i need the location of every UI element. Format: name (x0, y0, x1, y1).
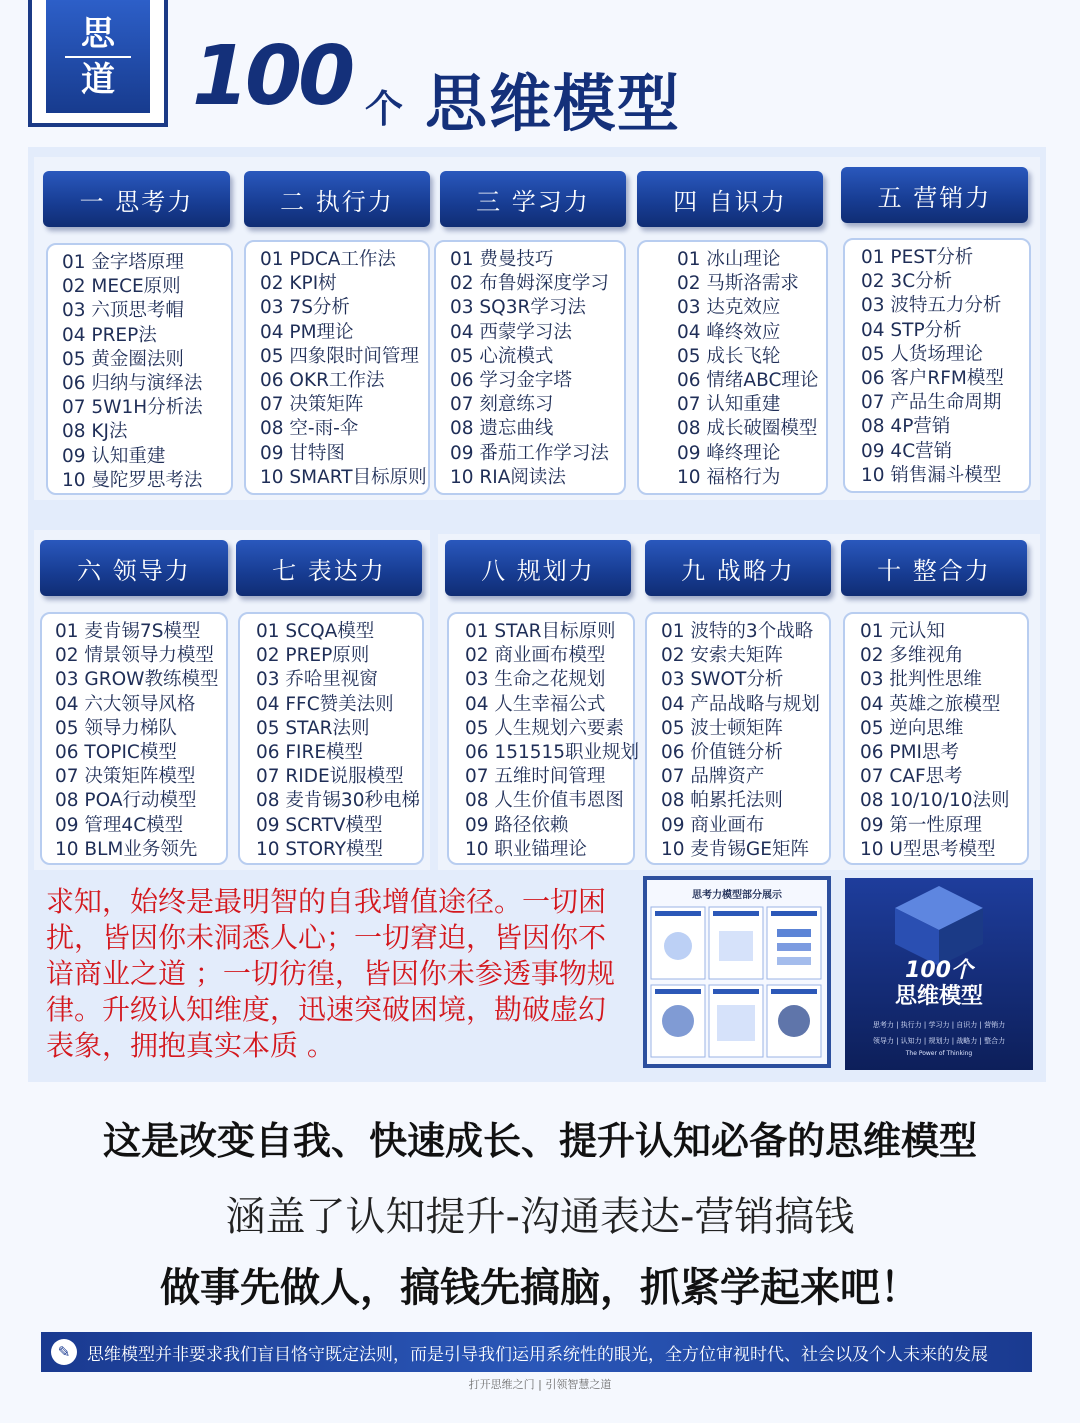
book-cover (845, 878, 1033, 1070)
title-measure-word: 个 (365, 87, 404, 131)
list-item: 02 安索夫矩阵 (661, 645, 783, 667)
list-item: 10 RIA阅读法 (450, 466, 566, 488)
list-item: 10 麦肯锡GE矩阵 (661, 838, 809, 860)
list-item: 07 刻意练习 (450, 394, 554, 416)
list-item: 06 OKR工作法 (260, 370, 385, 392)
cube-icon (845, 878, 1033, 968)
list-item: 07 CAF思考 (860, 766, 963, 788)
list-item: 07 5W1H分析法 (62, 397, 203, 419)
list-item: 08 帕累托法则 (661, 790, 783, 812)
list-item: 07 决策矩阵模型 (55, 766, 196, 788)
list-item: 04 PREP法 (62, 324, 157, 346)
category-header-marketing: 五 营销力 (841, 167, 1028, 223)
logo-badge (46, 0, 150, 113)
list-item: 07 产品生命周期 (861, 392, 1002, 414)
list-item: 05 黄金圈法则 (62, 348, 184, 370)
list-item: 03 GROW教练模型 (55, 669, 219, 691)
list-item: 02 马斯洛需求 (677, 273, 799, 295)
list-item: 09 SCRTV模型 (256, 814, 383, 836)
title-number: 100 (192, 29, 352, 124)
list-item: 08 10/10/10法则 (860, 790, 1010, 812)
list-item: 08 4P营销 (861, 416, 951, 438)
list-item: 02 情景领导力模型 (55, 645, 214, 667)
list-item: 09 甘特图 (260, 442, 345, 464)
logo-divider (65, 56, 131, 58)
list-item: 03 达克效应 (677, 297, 781, 319)
preview-title: 思考力模型部分展示 (692, 890, 782, 901)
category-header-planning: 八 规划力 (445, 540, 631, 596)
list-item: 01 元认知 (860, 621, 945, 642)
list-item: 03 批判性思维 (860, 669, 982, 691)
list-item: 09 管理4C模型 (55, 814, 184, 836)
category-header-strategy: 九 战略力 (645, 540, 831, 596)
list-item: 09 商业画布 (661, 814, 765, 836)
list-item: 04 FFC赞美法则 (256, 693, 394, 715)
list-item: 09 认知重建 (62, 445, 166, 467)
list-item: 08 成长破圈模型 (677, 418, 818, 440)
list-item: 05 成长飞轮 (677, 345, 781, 367)
list-item: 02 KPI树 (260, 273, 337, 295)
list-item: 06 FIRE模型 (256, 742, 364, 764)
category-list-marketing (843, 238, 1031, 493)
category-list-self-awareness (637, 240, 828, 495)
list-item: 01 麦肯锡7S模型 (55, 621, 201, 642)
list-item: 04 西蒙学习法 (450, 321, 572, 343)
quote-text: 求知，始终是最明智的自我增值途径。一切困扰，皆因你未洞悉人心；一切窘迫，皆因你不谙商业之道 ；一切彷徨，皆因你未参透事物规律。升级认知维度，迅速突破困境，勘破虚幻表象，拥抱真实本质 。 (46, 885, 615, 1062)
logo-char-bottom: 道 (81, 59, 115, 100)
category-header-leadership: 六 领导力 (40, 540, 228, 596)
list-item: 10 职业锚理论 (465, 838, 587, 860)
page-title: 思维模型 (425, 67, 682, 140)
list-item: 10 曼陀罗思考法 (62, 469, 203, 491)
logo-char-top: 思 (81, 13, 115, 54)
cover-subtitle-line1: 思考力 | 执行力 | 学习力 | 自识力 | 营销力 (872, 1021, 1006, 1029)
list-item: 02 多维视角 (860, 645, 964, 667)
list-item: 06 学习金字塔 (450, 370, 572, 392)
list-item: 09 4C营销 (861, 440, 953, 462)
list-item: 01 金字塔原理 (62, 252, 184, 273)
list-item: 01 STAR目标原则 (465, 621, 616, 642)
list-item: 09 路径依赖 (465, 814, 569, 836)
list-item: 10 福格行为 (677, 466, 781, 488)
bottom-banner-text: 思维模型并非要求我们盲目恪守既定法则，而是引导我们运用系统性的眼光，全方位审视时代、社会以及个人未来的发展 (87, 1344, 988, 1365)
list-item: 01 波特的3个战略 (661, 621, 814, 642)
category-header-self-awareness: 四 自识力 (637, 171, 823, 227)
list-item: 06 151515职业规划 (465, 742, 640, 764)
list-item: 02 商业画布模型 (465, 645, 606, 667)
cover-title-line1: 100个 (905, 958, 973, 983)
list-item: 05 STAR法则 (256, 717, 370, 739)
list-item: 05 人货场理论 (861, 343, 983, 365)
list-item: 08 人生价值韦恩图 (465, 790, 624, 812)
list-item: 07 五维时间管理 (465, 766, 606, 788)
list-item: 01 PDCA工作法 (260, 249, 396, 270)
list-item: 10 U型思考模型 (860, 838, 996, 860)
note-icon: ✎ (51, 1339, 77, 1365)
footer-text: 打开思维之门 | 引领智慧之道 (468, 1378, 612, 1391)
list-item: 05 波士顿矩阵 (661, 717, 783, 739)
list-item: 10 STORY模型 (256, 838, 383, 860)
list-item: 08 POA行动模型 (55, 790, 197, 812)
list-item: 04 人生幸福公式 (465, 693, 606, 715)
cover-title-line2: 思维模型 (894, 984, 983, 1009)
category-list-learning (434, 240, 626, 495)
list-item: 06 PMI思考 (860, 742, 959, 764)
list-item: 05 领导力梯队 (55, 717, 177, 739)
list-item: 10 SMART目标原则 (260, 466, 427, 488)
slogan: 做事先做人，搞钱先搞脑，抓紧学起来吧！ (160, 1265, 920, 1311)
cover-subtitle-line2: 领导力 | 认知力 | 规划力 | 战略力 | 整合力 (872, 1037, 1006, 1045)
list-item: 10 BLM业务领先 (55, 838, 198, 860)
list-item: 02 PREP原则 (256, 645, 370, 667)
category-list-strategy (645, 612, 831, 865)
list-item: 08 麦肯锡30秒电梯 (256, 790, 420, 812)
list-item: 08 KJ法 (62, 421, 128, 443)
list-item: 06 价值链分析 (661, 742, 783, 764)
list-item: 04 产品战略与规划 (661, 693, 820, 715)
list-item: 03 乔哈里视窗 (256, 669, 378, 691)
category-header-expression: 七 表达力 (236, 540, 422, 596)
list-item: 06 归纳与演绎法 (62, 373, 203, 395)
category-header-learning: 三 学习力 (440, 171, 626, 227)
list-item: 04 峰终效应 (677, 321, 781, 343)
logo (28, 0, 168, 127)
preview-thumbnail (643, 876, 831, 1068)
list-item: 01 SCQA模型 (256, 621, 375, 642)
list-item: 07 决策矩阵 (260, 394, 364, 416)
list-item: 04 六大领导风格 (55, 693, 196, 715)
list-item: 05 心流模式 (450, 345, 554, 367)
list-item: 02 布鲁姆深度学习 (450, 273, 609, 295)
list-item: 05 逆向思维 (860, 717, 964, 739)
category-list-expression (238, 612, 424, 865)
cover-subtitle-line3: The Power of Thinking (905, 1050, 973, 1057)
list-item: 09 番茄工作学习法 (450, 442, 609, 464)
list-item: 07 RIDE说服模型 (256, 766, 404, 788)
cover-title (845, 958, 1033, 1010)
list-item: 04 PM理论 (260, 321, 354, 343)
list-item: 05 四象限时间管理 (260, 345, 419, 367)
list-item: 03 7S分析 (260, 297, 350, 319)
list-item: 03 波特五力分析 (861, 295, 1002, 317)
list-item: 03 六顶思考帽 (62, 300, 184, 322)
list-item: 03 SQ3R学习法 (450, 297, 586, 319)
category-header-execution: 二 执行力 (244, 171, 430, 227)
list-item: 02 MECE原则 (62, 276, 181, 298)
list-item: 01 PEST分析 (861, 247, 974, 268)
list-item: 08 遗忘曲线 (450, 418, 554, 440)
category-header-thinking: 一 思考力 (43, 171, 230, 227)
category-list-integration (843, 612, 1029, 865)
category-list-planning (447, 612, 640, 865)
bottom-banner (41, 1332, 1032, 1372)
category-list-thinking (46, 243, 233, 495)
category-list-leadership (40, 612, 228, 865)
list-item: 06 TOPIC模型 (55, 742, 177, 764)
list-item: 07 认知重建 (677, 394, 781, 416)
list-item: 07 品牌资产 (661, 766, 765, 788)
list-item: 09 峰终理论 (677, 442, 781, 464)
list-item: 02 3C分析 (861, 271, 953, 293)
category-header-integration: 十 整合力 (841, 540, 1027, 596)
category-list-execution (244, 240, 430, 495)
list-item: 10 销售漏斗模型 (861, 464, 1002, 486)
subheadline: 涵盖了认知提升-沟通表达-营销搞钱 (225, 1194, 855, 1240)
list-item: 04 英雄之旅模型 (860, 693, 1001, 715)
list-item: 08 空-雨-伞 (260, 418, 359, 440)
list-item: 06 客户RFM模型 (861, 368, 1004, 390)
preview-pages-illustration (647, 901, 827, 1061)
headline: 这是改变自我、快速成长、提升认知必备的思维模型 (102, 1119, 977, 1163)
list-item: 04 STP分析 (861, 319, 962, 341)
list-item: 05 人生规划六要素 (465, 717, 624, 739)
list-item: 03 SWOT分析 (661, 669, 784, 691)
list-item: 01 费曼技巧 (450, 249, 554, 270)
list-item: 03 生命之花规划 (465, 669, 606, 691)
list-item: 06 情绪ABC理论 (677, 370, 819, 392)
list-item: 01 冰山理论 (677, 249, 781, 270)
list-item: 09 第一性原理 (860, 814, 982, 836)
